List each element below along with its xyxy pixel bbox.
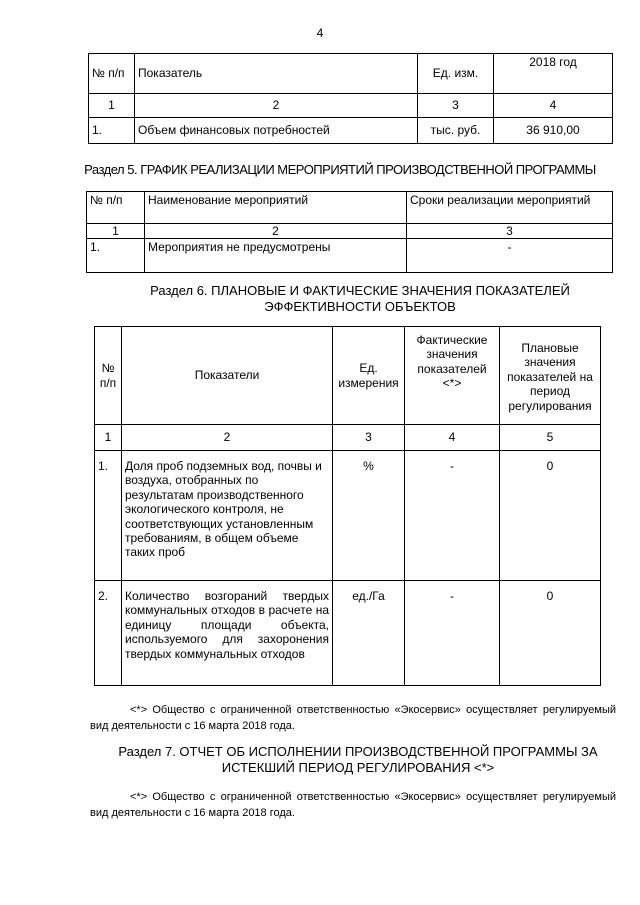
actual-value: - [405,581,500,686]
section7-footnote: <*> Общество с ограниченной ответственностью «Экосервис» осуществляет регулируемый вид деятельности с 16 марта 2018 года. [90,791,616,819]
row-number: 1. [89,118,135,144]
deadline: - [407,239,613,273]
value: 36 910,00 [494,118,613,144]
row-number: 1. [87,239,145,273]
column-number: 1 [87,224,145,239]
table-header-row [89,54,613,94]
planned-value: 0 [500,581,601,686]
header-cell: № п/п [87,192,145,224]
section7-title-line1: Раздел 7. ОТЧЕТ ОБ ИСПОЛНЕНИИ ПРОИЗВОДСТВЕННОЙ ПРОГРАММЫ ЗА [118,744,598,759]
table-header-row [95,327,601,425]
header-cell: Показатели [122,327,333,425]
row-number: 1. [95,451,122,581]
section5-title: Раздел 5. ГРАФИК РЕАЛИЗАЦИИ МЕРОПРИЯТИЙ ПРОИЗВОДСТВЕННОЙ ПРОГРАММЫ [84,162,596,177]
column-number: 3 [333,425,405,451]
header-cell: Наименование мероприятий [145,192,407,224]
header-cell: Плановые значения показателей на период регулирования [500,327,601,425]
column-number: 1 [95,425,122,451]
schedule-table [86,191,613,273]
column-number: 2 [135,94,418,118]
unit: % [333,451,405,581]
column-number: 4 [494,94,613,118]
indicator-name: Объем финансовых потребностей [135,118,418,144]
header-cell: № п/п [89,54,135,94]
header-cell: Показатель [135,54,418,94]
planned-value: 0 [500,451,601,581]
header-cell: Фактические значения показателей <*> [405,327,500,425]
efficiency-table [94,326,601,686]
section6-title [80,283,640,314]
indicator-name: Количество возгораний твердых коммунальных отходов в расчете на единицу площади объекта, используемого для захоронения твердых коммунальных отходов [122,581,333,686]
unit: тыс. руб. [418,118,494,144]
indicator-name: Доля проб подземных вод, почвы и воздуха, отобранных по результатам производственного экологического контроля, не соответствующих установленным требованиям, в общем объеме таких проб [122,451,333,581]
column-number: 5 [500,425,601,451]
financial-needs-table [88,53,613,144]
header-cell: 2018 год [494,54,613,94]
column-number: 2 [122,425,333,451]
header-cell: Ед. измерения [333,327,405,425]
table-header-row [87,192,613,224]
table-row [87,239,613,273]
table-row [89,118,613,144]
column-number: 3 [418,94,494,118]
unit: ед./Га [333,581,405,686]
section6-footnote: <*> Общество с ограниченной ответственностью «Экосервис» осуществляет регулируемый вид деятельности с 16 марта 2018 года. [90,704,616,732]
column-number: 2 [145,224,407,239]
section7-title-line2: ИСТЕКШИЙ ПЕРИОД РЕГУЛИРОВАНИЯ <*> [221,759,495,775]
row-number: 2. [95,581,122,686]
header-cell: Ед. изм. [418,54,494,94]
page-number: 4 [316,26,324,40]
table-row [95,451,601,581]
column-number: 3 [407,224,613,239]
header-cell: № п/п [95,327,122,425]
column-number-row [87,224,613,239]
actual-value: - [405,451,500,581]
header-cell: Сроки реализации мероприятий [407,192,613,224]
column-number: 4 [405,425,500,451]
column-number: 1 [89,94,135,118]
measure-name: Мероприятия не предусмотрены [145,239,407,273]
section6-title-line1: Раздел 6. ПЛАНОВЫЕ И ФАКТИЧЕСКИЕ ЗНАЧЕНИЯ ПОКАЗАТЕЛЕЙ [150,283,570,298]
section6-title-line2: ЭФФЕКТИВНОСТИ ОБЪЕКТОВ [264,298,456,314]
section7-title [88,744,628,775]
table-row [95,581,601,686]
column-number-row [95,425,601,451]
column-number-row [89,94,613,118]
